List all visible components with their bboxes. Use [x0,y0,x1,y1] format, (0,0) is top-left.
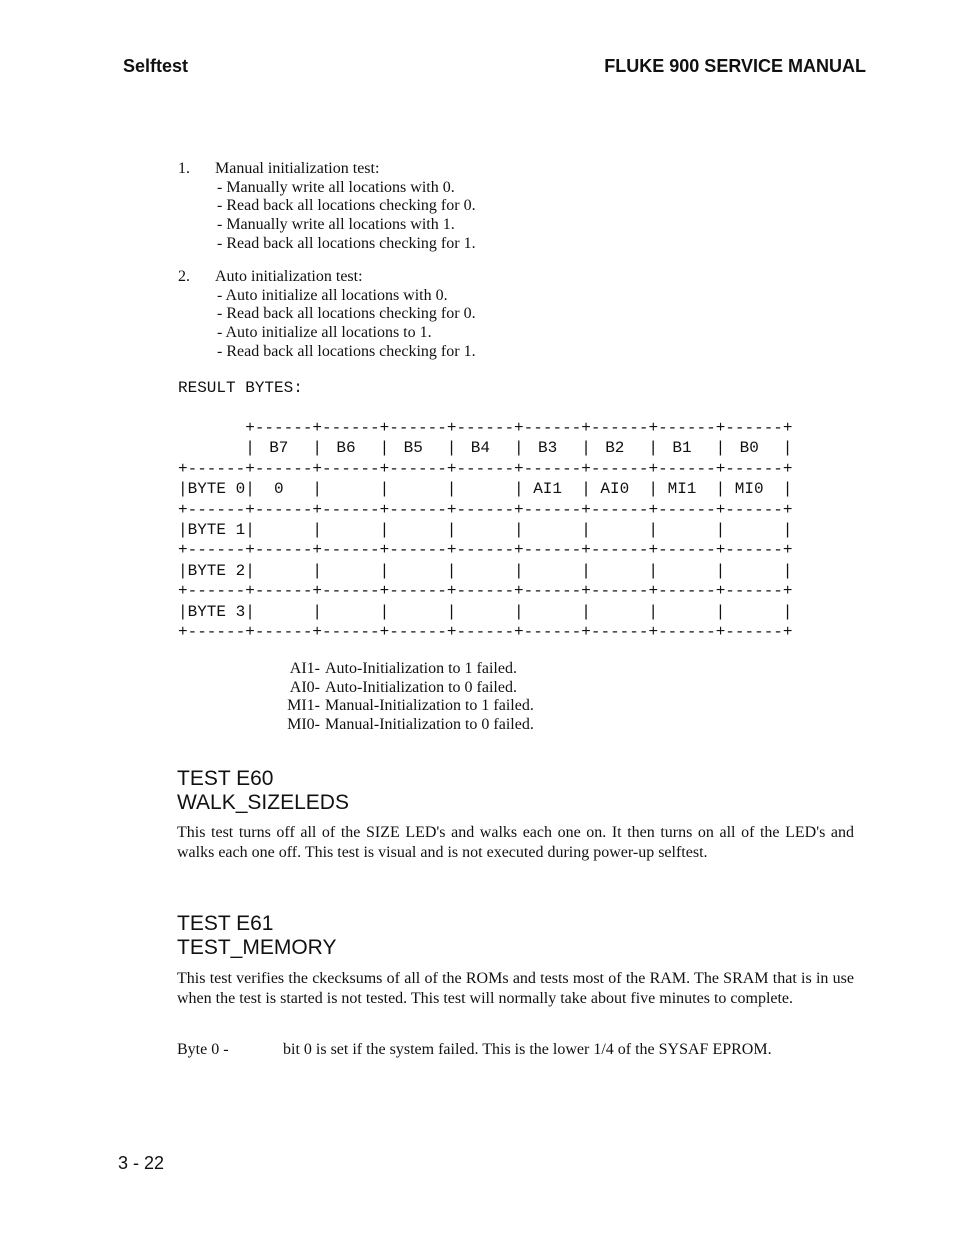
table-separator: | [715,439,726,458]
table-border-line: +------+------+------+------+------+------+------+------+------+ [178,500,793,519]
auto-init-test-list [178,268,476,362]
table-separator: | [648,439,658,458]
legend-code: MI0- [287,716,320,734]
table-separator: | [446,480,457,499]
table-row-label: BYTE 2 [187,561,246,580]
header-manual-title: FLUKE 900 SERVICE MANUAL [604,56,866,76]
list-item: - Auto initialize all locations to 1. [217,324,432,342]
table-separator: | [782,520,793,539]
table-separator: | [379,480,390,499]
test-e60-name: WALK_SIZELEDS [177,791,349,814]
table-separator: | [782,439,793,458]
table-row [178,603,793,623]
table-separator: | [715,561,726,580]
table-separator: | [178,520,188,539]
result-bytes-table [178,419,793,643]
list-item: - Read back all locations checking for 0. [217,305,476,323]
legend-desc: Manual-Initialization to 0 failed. [325,716,534,734]
table-separator: | [446,520,457,539]
table-column-header: B3 [538,439,558,458]
result-bytes-label: RESULT BYTES: [178,379,303,397]
table-separator: | [178,561,188,580]
table-cell: 0 [274,480,284,499]
table-separator: | [715,520,726,539]
legend-desc: Auto-Initialization to 1 failed. [325,660,517,677]
table-separator: | [715,602,726,621]
table-separator: | [379,602,390,621]
table-separator: | [446,561,457,580]
table-separator: | [245,480,255,499]
test-e61-name: TEST_MEMORY [177,936,337,959]
table-separator: | [581,561,591,580]
table-separator: | [446,602,457,621]
table-column-header: B6 [336,439,356,458]
table-separator: | [312,520,322,539]
table-border-line: +------+------+------+------+------+------+------+------+ [178,419,793,437]
table-separator: | [245,439,255,458]
list-title: Manual initialization test: [215,160,380,177]
page-number: 3 - 22 [118,1153,165,1173]
table-separator: | [514,480,524,499]
table-separator: | [178,480,188,499]
test-e60-heading [177,767,349,815]
table-header-row [178,439,793,459]
list-item: - Auto initialize all locations with 0. [217,286,448,304]
list-item: - Read back all locations checking for 1. [217,342,476,360]
table-separator: | [514,602,524,621]
table-separator: | [648,520,658,539]
table-column-header: B4 [470,439,490,458]
table-separator: | [379,561,390,580]
test-e61-description: This test verifies the ckecksums of all of the ROMs and tests most of the RAM. The SRAM that is in use when the test is started is not tested. This test will normally take about five minutes to complete. [177,970,854,1007]
list-item: - Read back all locations checking for 0. [217,197,476,215]
table-cell: MI1 [667,480,697,499]
table-separator: | [312,480,322,499]
table-border-line: +------+------+------+------+------+------+------+------+------+ [178,541,793,560]
table-separator: | [648,480,658,499]
list-item: - Read back all locations checking for 1. [217,234,476,252]
table-row [178,521,793,541]
table-separator: | [245,561,255,580]
table-separator: | [581,602,591,621]
table-row [178,480,793,500]
table-separator: | [245,520,255,539]
table-row-label: BYTE 1 [187,520,246,539]
table-border-line: +------+------+------+------+------+------+------+------+------+ [178,459,793,478]
table-cell: MI0 [734,480,764,499]
table-separator: | [782,480,793,499]
table-column-header: B1 [672,439,692,458]
legend-code: AI0- [289,678,320,696]
byte0-label: Byte 0 - [177,1041,229,1058]
byte0-text: bit 0 is set if the system failed. This is the lower 1/4 of the SYSAF EPROM. [283,1041,772,1058]
list-number: 2. [178,268,190,285]
table-separator: | [312,439,322,458]
list-item: - Manually write all locations with 0. [217,178,455,196]
table-separator: | [648,602,658,621]
header-section-title: Selftest [123,56,189,76]
table-cell: AI1 [533,480,562,499]
table-separator: | [782,602,793,621]
table-column-header: B0 [739,439,759,458]
table-separator: | [446,439,457,458]
table-separator: | [245,602,255,621]
test-e61-heading [177,912,336,960]
table-separator: | [581,439,591,458]
test-e60-title: TEST E60 [177,767,274,790]
table-separator: | [581,480,591,499]
legend-code: AI1- [289,660,320,677]
table-separator: | [178,602,188,621]
table-separator: | [648,561,658,580]
table-separator: | [312,602,322,621]
table-column-header: B7 [269,439,289,458]
list-item: - Manually write all locations with 1. [217,216,455,234]
table-separator: | [514,520,524,539]
table-cell: AI0 [600,480,630,499]
table-separator: | [514,439,524,458]
table-border-line: +------+------+------+------+------+------+------+------+------+ [178,582,793,601]
list-number: 1. [178,160,190,177]
table-column-header: B2 [605,439,625,458]
table-separator: | [379,520,390,539]
test-e60-description: This test turns off all of the SIZE LED's and walks each one on. It then turns on all of the LED's and walks each one off. This test is visual and is not executed during power-up selftest. [177,824,854,861]
legend-code: MI1- [287,697,320,715]
table-row-label: BYTE 0 [187,480,246,499]
table-separator: | [782,561,793,580]
list-title: Auto initialization test: [215,268,363,285]
test-e61-title: TEST E61 [177,912,274,935]
table-row [178,562,793,582]
manual-init-test-list [178,160,476,254]
table-separator: | [312,561,322,580]
table-border-line: +------+------+------+------+------+------+------+------+------+ [178,622,793,641]
table-separator: | [514,561,524,580]
table-column-header: B5 [403,439,423,458]
table-separator: | [379,439,390,458]
table-separator: | [715,480,726,499]
legend-desc: Auto-Initialization to 0 failed. [325,678,517,696]
table-separator: | [581,520,591,539]
table-row-label: BYTE 3 [187,602,246,621]
legend-desc: Manual-Initialization to 1 failed. [325,697,534,715]
